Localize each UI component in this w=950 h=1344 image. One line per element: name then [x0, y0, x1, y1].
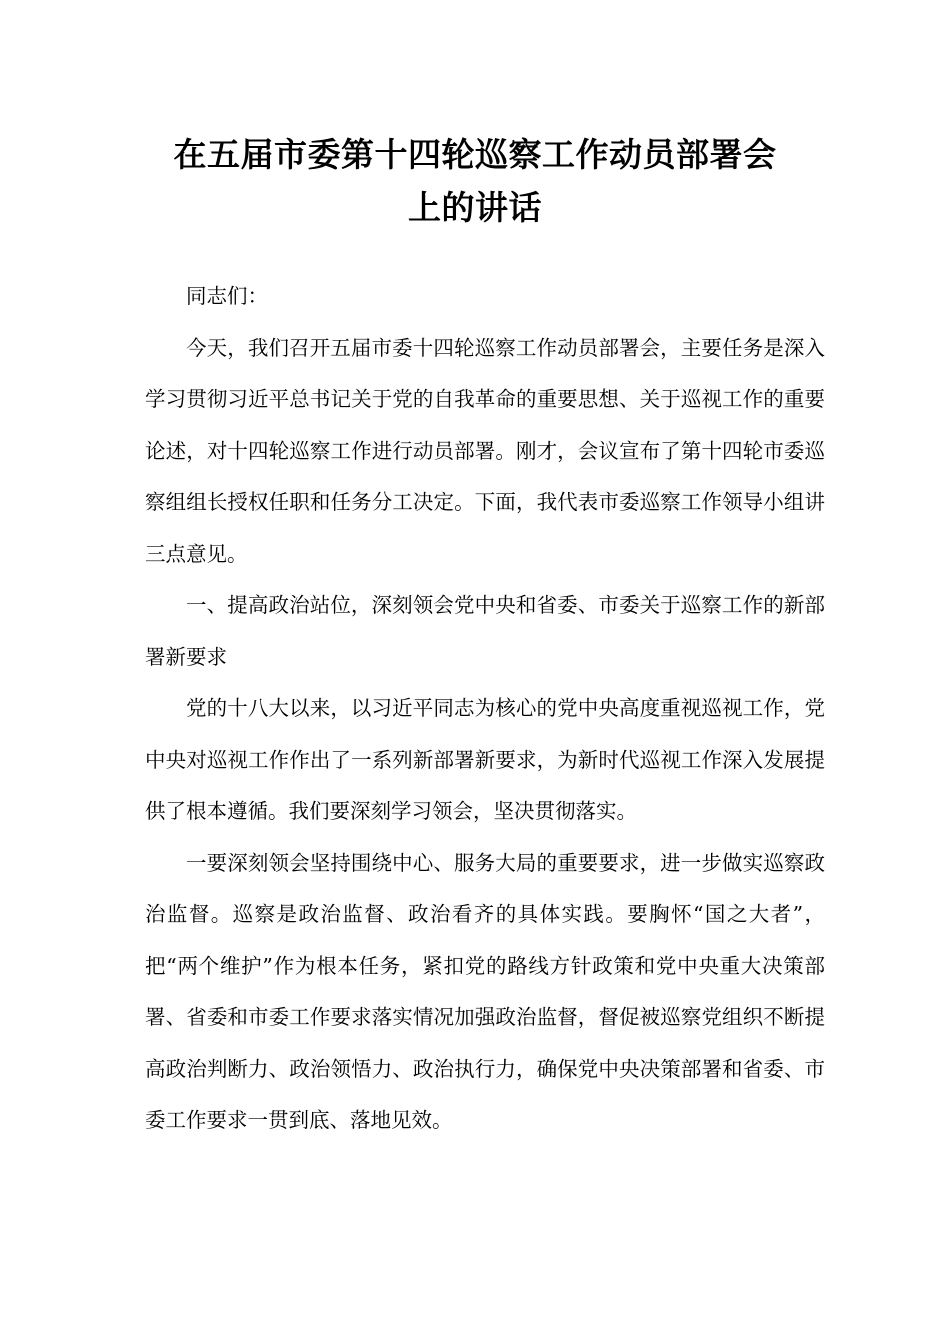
- section-heading-1: 一、提高政治站位，深刻领会党中央和省委、市委关于巡察工作的新部署新要求: [145, 593, 825, 669]
- paragraph-section-1: 党的十八大以来，以习近平同志为核心的党中央高度重视巡视工作，党中央对巡视工作作出了一系列新部署新要求，为新时代巡视工作深入发展提供了根本遵循。我们要深刻学习领会，坚决贯彻落实。: [145, 696, 825, 823]
- title-line-2: 上的讲话: [408, 188, 542, 227]
- paragraph-point-1: 一要深刻领会坚持围绕中心、服务大局的重要要求，进一步做实巡察政治监督。巡察是政治监督、政治看齐的具体实践。要胸怀“国之大者”，把“两个维护”作为根本任务，紧扣党的路线方针政策和党中央重大决策部署、省委和市委工作要求落实情况加强政治监督，督促被巡察党组织不断提高政治判断力、政治领悟力、政治执行力，确保党中央决策部署和省委、市委工作要求一贯到底、落地见效。: [145, 850, 825, 1132]
- title-line-1: 在五届市委第十四轮巡察工作动员部署会: [173, 135, 777, 174]
- page-title: [120, 128, 830, 234]
- document-body: [145, 271, 825, 1147]
- salutation: 同志们：: [186, 284, 268, 308]
- paragraph-intro: 今天，我们召开五届市委十四轮巡察工作动员部署会，主要任务是深入学习贯彻习近平总书记关于党的自我革命的重要思想、关于巡视工作的重要论述，对十四轮巡察工作进行动员部署。刚才，会议宣布了第十四轮市委巡察组组长授权任职和任务分工决定。下面，我代表市委巡察工作领导小组讲三点意见。: [145, 335, 825, 566]
